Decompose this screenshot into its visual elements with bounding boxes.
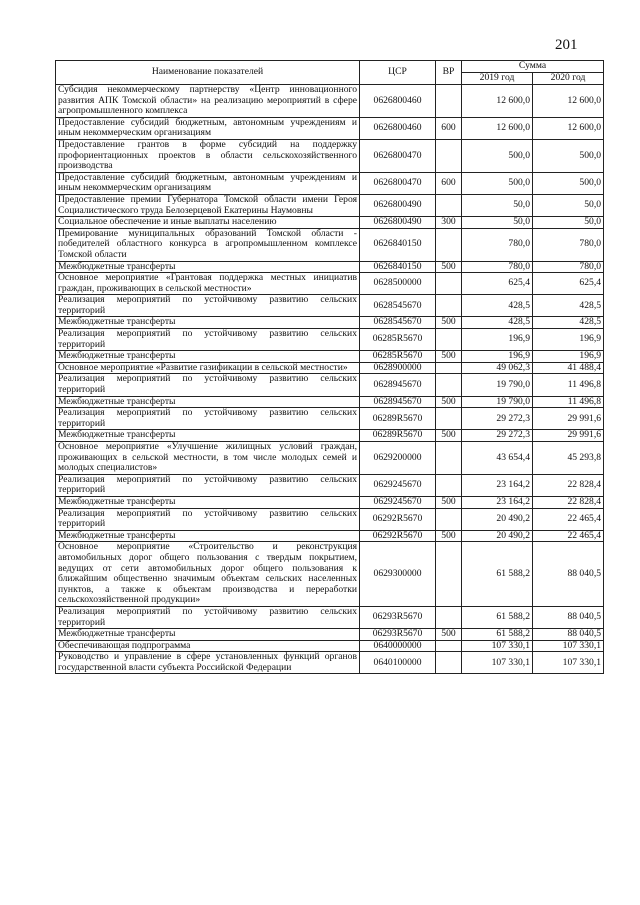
row-value-2019: 43 654,4 [462,442,533,475]
row-value-2020: 41 488,4 [533,362,604,374]
row-value-2020: 22 828,4 [533,474,604,496]
budget-table [55,60,604,674]
row-value-2020: 196,9 [533,351,604,363]
row-name: Реализация мероприятий по устойчивому развитию сельских территорий [56,329,360,351]
row-name: Межбюджетные трансферты [56,261,360,273]
row-csr: 0628545670 [360,317,436,329]
row-value-2019: 12 600,0 [462,85,533,118]
table-row [56,496,604,508]
row-value-2020: 107 330,1 [533,640,604,652]
row-value-2020: 11 496,8 [533,374,604,396]
row-value-2020: 11 496,8 [533,396,604,408]
row-name: Межбюджетные трансферты [56,317,360,329]
row-name: Основное мероприятие «Развитие газификации в сельской местности» [56,362,360,374]
row-value-2020: 107 330,1 [533,652,604,674]
row-value-2019: 29 272,3 [462,430,533,442]
row-vr: 500 [436,396,462,408]
row-name: Межбюджетные трансферты [56,496,360,508]
row-value-2020: 88 040,5 [533,629,604,641]
row-csr: 0626840150 [360,261,436,273]
row-value-2019: 50,0 [462,217,533,229]
row-vr [436,408,462,430]
row-csr: 06289R5670 [360,430,436,442]
row-name: Основное мероприятие «Строительство и реконструкция автомобильных дорог общего пользования с твердым покрытием, ведущих от сети автомобильных дорог общего пользования к ближайшим общественно значимым объектам сельских населенных пунктов, а также к объектам производства и переработки сельскохозяйственной продукции» [56,542,360,607]
row-csr: 06289R5670 [360,408,436,430]
row-name: Межбюджетные трансферты [56,430,360,442]
row-vr [436,640,462,652]
row-value-2019: 20 490,2 [462,530,533,542]
table-row [56,85,604,118]
row-csr: 0626800460 [360,85,436,118]
row-value-2020: 88 040,5 [533,606,604,628]
row-value-2020: 12 600,0 [533,117,604,139]
row-value-2019: 20 490,2 [462,508,533,530]
row-csr: 0626840150 [360,228,436,261]
row-value-2020: 29 991,6 [533,430,604,442]
row-name: Межбюджетные трансферты [56,396,360,408]
row-name: Обеспечивающая подпрограмма [56,640,360,652]
row-vr: 600 [436,172,462,194]
row-value-2020: 428,5 [533,295,604,317]
row-name: Руководство и управление в сфере установленных функций органов государственной власти субъекта Российской Федерации [56,652,360,674]
row-value-2019: 61 588,2 [462,629,533,641]
row-vr [436,474,462,496]
row-value-2019: 23 164,2 [462,474,533,496]
row-name: Социальное обеспечение и иные выплаты населению [56,217,360,229]
table-row [56,351,604,363]
header-name: Наименование показателей [56,61,360,85]
row-vr: 300 [436,217,462,229]
row-csr: 06292R5670 [360,530,436,542]
row-csr: 0626800470 [360,139,436,172]
row-value-2020: 22 465,4 [533,530,604,542]
row-name: Премирование муниципальных образований Томской области - победителей областного конкурса в агропромышленном комплексе Томской области [56,228,360,261]
row-value-2020: 196,9 [533,329,604,351]
table-row [56,408,604,430]
row-value-2019: 780,0 [462,228,533,261]
row-vr [436,442,462,475]
table-row [56,442,604,475]
row-csr: 06293R5670 [360,606,436,628]
row-csr: 0628945670 [360,396,436,408]
row-vr: 500 [436,261,462,273]
row-value-2019: 500,0 [462,172,533,194]
row-name: Предоставление субсидий бюджетным, автономным учреждениям и иным некоммерческим организациям [56,117,360,139]
row-vr [436,606,462,628]
row-vr: 500 [436,496,462,508]
row-value-2019: 61 588,2 [462,542,533,607]
row-vr [436,295,462,317]
row-value-2020: 45 293,8 [533,442,604,475]
row-csr: 06285R5670 [360,351,436,363]
row-name: Основное мероприятие «Грантовая поддержка местных инициатив граждан, проживающих в сельской местности» [56,273,360,295]
row-name: Реализация мероприятий по устойчивому развитию сельских территорий [56,408,360,430]
row-value-2020: 22 465,4 [533,508,604,530]
row-value-2019: 19 790,0 [462,374,533,396]
row-value-2019: 107 330,1 [462,652,533,674]
row-value-2019: 61 588,2 [462,606,533,628]
row-vr [436,652,462,674]
row-vr: 500 [436,530,462,542]
table-row [56,430,604,442]
row-vr [436,329,462,351]
table-row [56,542,604,607]
header-sum: Сумма [462,61,604,73]
row-vr: 500 [436,629,462,641]
row-vr: 500 [436,351,462,363]
row-name: Предоставление грантов в форме субсидий на поддержку профориентационных проектов в области сельскохозяйственного производства [56,139,360,172]
table-row [56,329,604,351]
row-value-2019: 500,0 [462,139,533,172]
table-row [56,640,604,652]
table-row [56,317,604,329]
row-name: Межбюджетные трансферты [56,351,360,363]
row-value-2019: 780,0 [462,261,533,273]
row-value-2020: 500,0 [533,139,604,172]
row-value-2019: 23 164,2 [462,496,533,508]
table-row [56,217,604,229]
row-vr: 500 [436,430,462,442]
row-csr: 06285R5670 [360,329,436,351]
header-2019: 2019 год [462,73,533,85]
table-body [56,85,604,674]
row-value-2020: 50,0 [533,217,604,229]
row-value-2019: 50,0 [462,194,533,216]
row-name: Реализация мероприятий по устойчивому развитию сельских территорий [56,508,360,530]
row-value-2020: 780,0 [533,228,604,261]
row-csr: 0640100000 [360,652,436,674]
row-value-2020: 22 828,4 [533,496,604,508]
row-name: Реализация мероприятий по устойчивому развитию сельских территорий [56,295,360,317]
row-vr: 600 [436,117,462,139]
table-row [56,396,604,408]
table-row [56,228,604,261]
table-row [56,530,604,542]
row-csr: 0626800490 [360,217,436,229]
row-name: Основное мероприятие «Улучшение жилищных условий граждан, проживающих в сельской местности, в том числе молодых семей и молодых специалистов» [56,442,360,475]
row-csr: 0626800490 [360,194,436,216]
row-csr: 0629245670 [360,474,436,496]
row-vr [436,194,462,216]
row-vr [436,362,462,374]
row-value-2019: 196,9 [462,329,533,351]
row-csr: 0626800460 [360,117,436,139]
table-row [56,474,604,496]
row-vr [436,139,462,172]
row-value-2019: 12 600,0 [462,117,533,139]
row-value-2020: 29 991,6 [533,408,604,430]
row-name: Реализация мероприятий по устойчивому развитию сельских территорий [56,606,360,628]
row-csr: 0629200000 [360,442,436,475]
row-value-2020: 88 040,5 [533,542,604,607]
header-2020: 2020 год [533,73,604,85]
row-value-2020: 500,0 [533,172,604,194]
table-row [56,652,604,674]
row-name: Реализация мероприятий по устойчивому развитию сельских территорий [56,474,360,496]
row-value-2020: 12 600,0 [533,85,604,118]
row-value-2019: 428,5 [462,295,533,317]
table-row [56,273,604,295]
table-row [56,629,604,641]
row-value-2020: 625,4 [533,273,604,295]
row-value-2019: 29 272,3 [462,408,533,430]
row-value-2020: 50,0 [533,194,604,216]
table-row [56,139,604,172]
table-row [56,508,604,530]
page-number: 201 [555,37,578,53]
row-vr [436,374,462,396]
table-row [56,374,604,396]
row-value-2019: 49 062,3 [462,362,533,374]
table-row [56,117,604,139]
row-value-2019: 625,4 [462,273,533,295]
header-csr: ЦСР [360,61,436,85]
row-value-2020: 780,0 [533,261,604,273]
row-csr: 0628945670 [360,374,436,396]
row-value-2019: 107 330,1 [462,640,533,652]
table-row [56,172,604,194]
row-csr: 0628545670 [360,295,436,317]
row-vr [436,273,462,295]
row-name: Субсидия некоммерческому партнерству «Центр инновационного развития АПК Томской области» на реализацию мероприятий в сфере агропромышленного комплекса [56,85,360,118]
row-vr [436,228,462,261]
row-value-2020: 428,5 [533,317,604,329]
row-csr: 0628900000 [360,362,436,374]
row-name: Предоставление премии Губернатора Томской области имени Героя Социалистического труда Белозерцевой Екатерины Наумовны [56,194,360,216]
row-csr: 0640000000 [360,640,436,652]
row-name: Реализация мероприятий по устойчивому развитию сельских территорий [56,374,360,396]
row-csr: 0628500000 [360,273,436,295]
table-row [56,261,604,273]
table-row [56,295,604,317]
row-value-2019: 19 790,0 [462,396,533,408]
row-csr: 06292R5670 [360,508,436,530]
row-vr [436,85,462,118]
row-csr: 06293R5670 [360,629,436,641]
row-name: Предоставление субсидий бюджетным, автономным учреждениям и иным некоммерческим организациям [56,172,360,194]
row-vr [436,508,462,530]
row-vr: 500 [436,317,462,329]
table-row [56,194,604,216]
table-row [56,362,604,374]
row-csr: 0626800470 [360,172,436,194]
row-vr [436,542,462,607]
row-csr: 0629245670 [360,496,436,508]
row-name: Межбюджетные трансферты [56,629,360,641]
table-row [56,606,604,628]
row-value-2019: 428,5 [462,317,533,329]
row-name: Межбюджетные трансферты [56,530,360,542]
row-value-2019: 196,9 [462,351,533,363]
header-vr: ВР [436,61,462,85]
row-csr: 0629300000 [360,542,436,607]
